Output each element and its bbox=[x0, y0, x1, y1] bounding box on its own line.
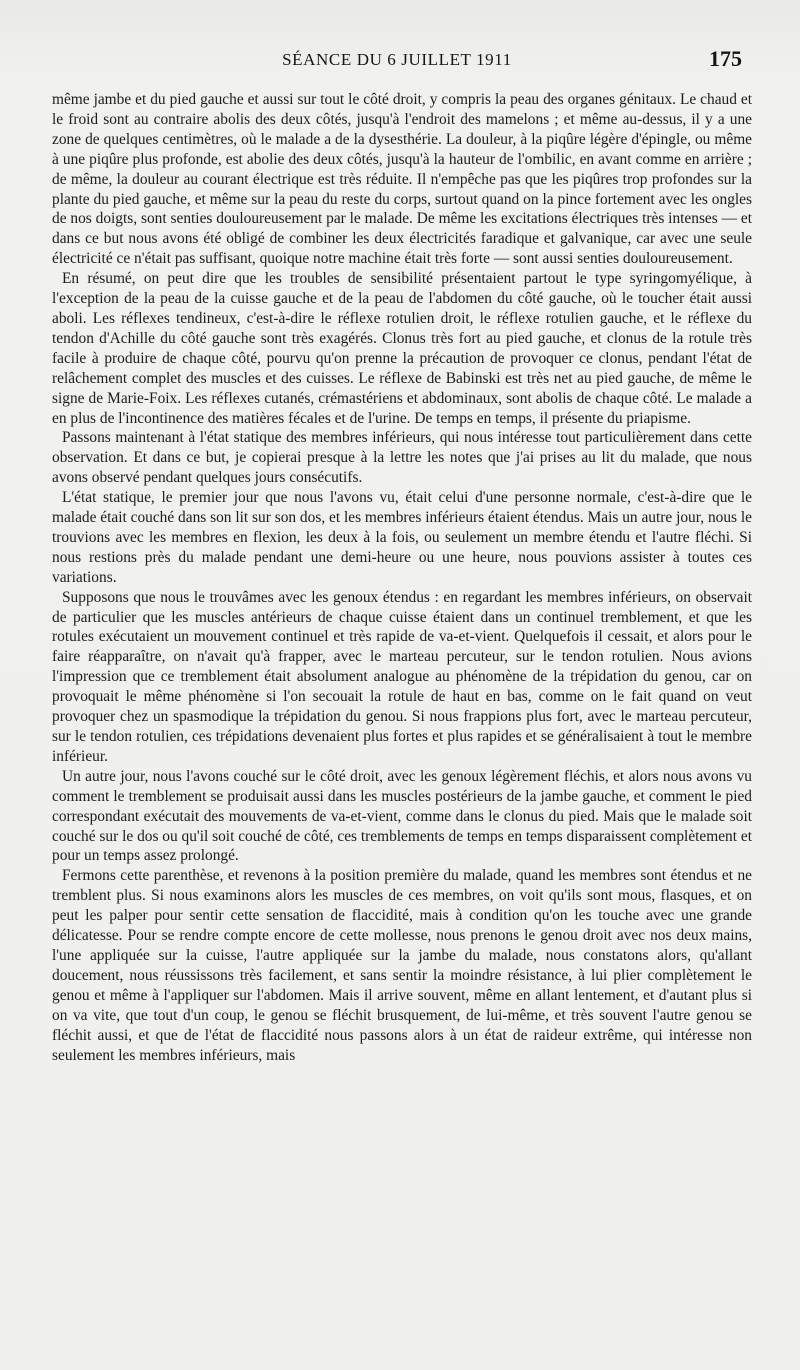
paragraph-summary: En résumé, on peut dire que les troubles de sensibilité présentaient partout le type syringomyélique, à l'exception de la peau de la cuisse gauche et de la peau de l'abdomen du côté gauche, où le toucher était aussi aboli. Les réflexes tendineux, c'est-à-dire le réflexe rotulien droit, le réflexe rotulien gauche, et le réflexe du tendon d'Achille du côté gauche sont très exagérés. Clonus très fort au pied gauche, et clonus de la rotule très facile à produire de chaque côté, pourvu qu'on prenne la précaution de provoquer ce clonus, pendant l'état de relâchement complet des muscles et des cuisses. Le réflexe de Babinski est très net au pied gauche, de même le signe de Marie-Foix. Les réflexes cutanés, crémastériens et abdominaux, sont abolis de chaque côté. Le malade a en plus de l'incontinence des matières fécales et de l'urine. De temps en temps, il présente du priapisme. bbox=[52, 270, 752, 427]
page-header bbox=[52, 44, 742, 78]
paragraph-static-state-first-day: L'état statique, le premier jour que nous l'avons vu, était celui d'une personne normale, c'est-à-dire que le malade était couché dans son lit sur son dos, et les membres inférieurs étaient étendus. Mais un autre jour, nous le trouvions avec les membres en flexion, les deux à la fois, ou seulement un membre étendu et l'autre fléchi. Si nous restions près du malade pendant une demi-heure ou une heure, nous pouvions assister à toutes ces variations. bbox=[52, 489, 752, 586]
paragraph-lying-on-side: Un autre jour, nous l'avons couché sur le côté droit, avec les genoux légèrement fléchis, et alors nous avons vu comment le tremblement se produisait aussi dans les muscles postérieurs de la jambe gauche, et comment le pied correspondant exécutait des mouvements de va-et-vient, comme dans le clonus du pied. Mais que le malade soit couché sur le dos ou qu'il soit couché de côté, ces tremblements de temps en temps disparaissent complètement et pour un temps assez prolongé. bbox=[52, 767, 752, 865]
paragraph-static-state-intro: Passons maintenant à l'état statique des membres inférieurs, qui nous intéresse tout particulièrement dans cette observation. Et dans ce but, je copierai presque à la lettre les notes que j'ai prises au lit du malade, que nous avons observé pendant quelques jours consécutifs. bbox=[52, 429, 752, 487]
paragraph-flaccidity: Fermons cette parenthèse, et revenons à la position première du malade, quand les membres sont étendus et ne tremblent plus. Si nous examinons alors les muscles de ces membres, on voit qu'ils sont mous, flasques, et on peut les palper pour sentir cette sensation de flaccidité, mais à condition qu'on les touche avec une grande délicatesse. Pour se rendre compte encore de cette mollesse, nous prenons le genou droit avec nos deux mains, l'une appliquée sur la cuisse, l'autre appliquée sur la jambe du malade, nous constatons alors, qu'allant doucement, nous réussissons très facilement, et sans sentir la moindre résistance, à lui plier complètement le genou et même à l'appliquer sur l'abdomen. Mais il arrive souvent, même en allant lentement, et d'autant plus si on va vite, que tout d'un coup, le genou se fléchit brusquement, de lui-même, et très souvent l'autre genou se fléchit aussi, et que de l'état de flaccidité nous passons alors à un état de raideur extrême, qui intéresse non seulement les membres inférieurs, mais bbox=[52, 867, 752, 1064]
page-number: 175 bbox=[709, 46, 742, 71]
paragraph-knees-extended: Supposons que nous le trouvâmes avec les genoux étendus : en regardant les membres inférieurs, on observait de particulier que les muscles antérieurs de chaque cuisse étaient dans un continuel tremblement, et que les rotules exécutaient un mouvement continuel et très rapide de va-et-vient. Quelquefois il cessait, et alors pour le faire réapparaître, on n'avait qu'à frapper, avec le marteau percuteur, sur le tendon rotulien. Nous avions l'impression que ce tremblement était absolument analogue au phénomène de la trépidation du genou, car on provoquait le même phénomène si l'on secouait la rotule de haut en bas, comme on le fait quand on veut provoquer chez un spasmodique la trépidation du genou. Si nous frappions plus fort, avec le marteau percuteur, sur le tendon rotulien, ces trépidations devenaient plus fortes et plus rapides et se généralisaient à tout le membre inférieur. bbox=[52, 588, 752, 765]
body-text bbox=[52, 90, 752, 1065]
paragraph-sensibility-continuation: même jambe et du pied gauche et aussi sur tout le côté droit, y compris la peau des organes génitaux. Le chaud et le froid sont au contraire abolis des deux côtés, jusqu'à l'endroit des mamelons ; et même au-dessus, il y a une zone de quelques centimètres, où le malade a de la dysesthérie. La douleur, à la piqûre légère d'épingle, ou même à une piqûre plus profonde, est abolie des deux côtés, jusqu'à la hauteur de l'ombilic, en avant comme en arrière ; de même, la douleur au courant électrique est très réduite. Il n'empêche pas que les piqûres trop profondes sur la plante du pied gauche, et même sur la peau du reste du corps, surtout quand on la pince fortement avec les ongles de nos doigts, sont senties douloureusement par le malade. De même les excitations électriques très intenses — et dans ce but nous avons été obligé de combiner les deux électricités faradique et galvanique, car avec une seule électricité ce n'était pas suffisant, quoique notre machine était très forte — sont aussi senties douloureusement. bbox=[52, 91, 752, 268]
running-title: SÉANCE DU 6 JUILLET 1911 bbox=[282, 50, 512, 69]
